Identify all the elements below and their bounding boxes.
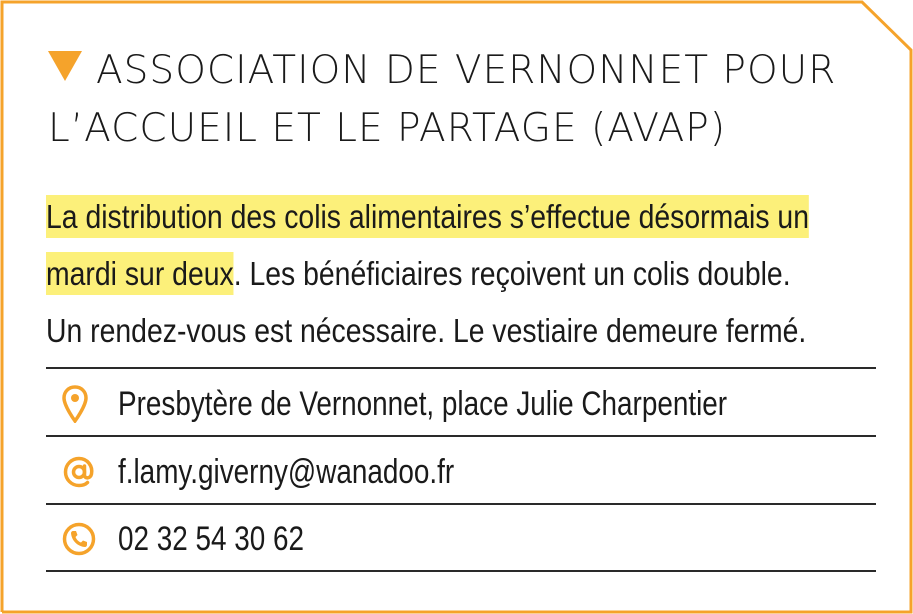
- divider-line: [46, 367, 876, 369]
- email-link[interactable]: f.lamy.giverny@wanadoo.fr: [118, 452, 455, 491]
- announcement-text: [46, 188, 809, 359]
- location-pin-icon: [62, 384, 102, 424]
- highlighted-text-1: La distribution des colis alimentaires s’effectue désormais un: [46, 195, 809, 238]
- title-line-1: ASSOCIATION DE VERNONNET POUR: [96, 48, 837, 93]
- divider-line: [46, 570, 876, 572]
- address-text: Presbytère de Vernonnet, place Julie Charpentier: [118, 384, 728, 423]
- association-title: [48, 40, 888, 158]
- announcement-line-3: Un rendez-vous est nécessaire. Le vestiaire demeure fermé.: [46, 312, 807, 349]
- divider-line: [46, 435, 876, 437]
- divider-line: [46, 503, 876, 505]
- phone-icon: [62, 519, 102, 559]
- address-row: [62, 374, 861, 434]
- phone-number[interactable]: 02 32 54 30 62: [118, 519, 305, 558]
- phone-row: [62, 509, 345, 569]
- at-sign-icon: [62, 452, 102, 492]
- triangle-down-icon: [48, 40, 82, 70]
- announcement-rest: . Les bénéficiaires reçoivent un colis double.: [233, 255, 791, 292]
- highlighted-text-2: mardi sur deux: [46, 252, 234, 295]
- email-row: [62, 442, 528, 502]
- title-line-2: L’ACCUEIL ET LE PARTAGE (AVAP): [48, 106, 727, 151]
